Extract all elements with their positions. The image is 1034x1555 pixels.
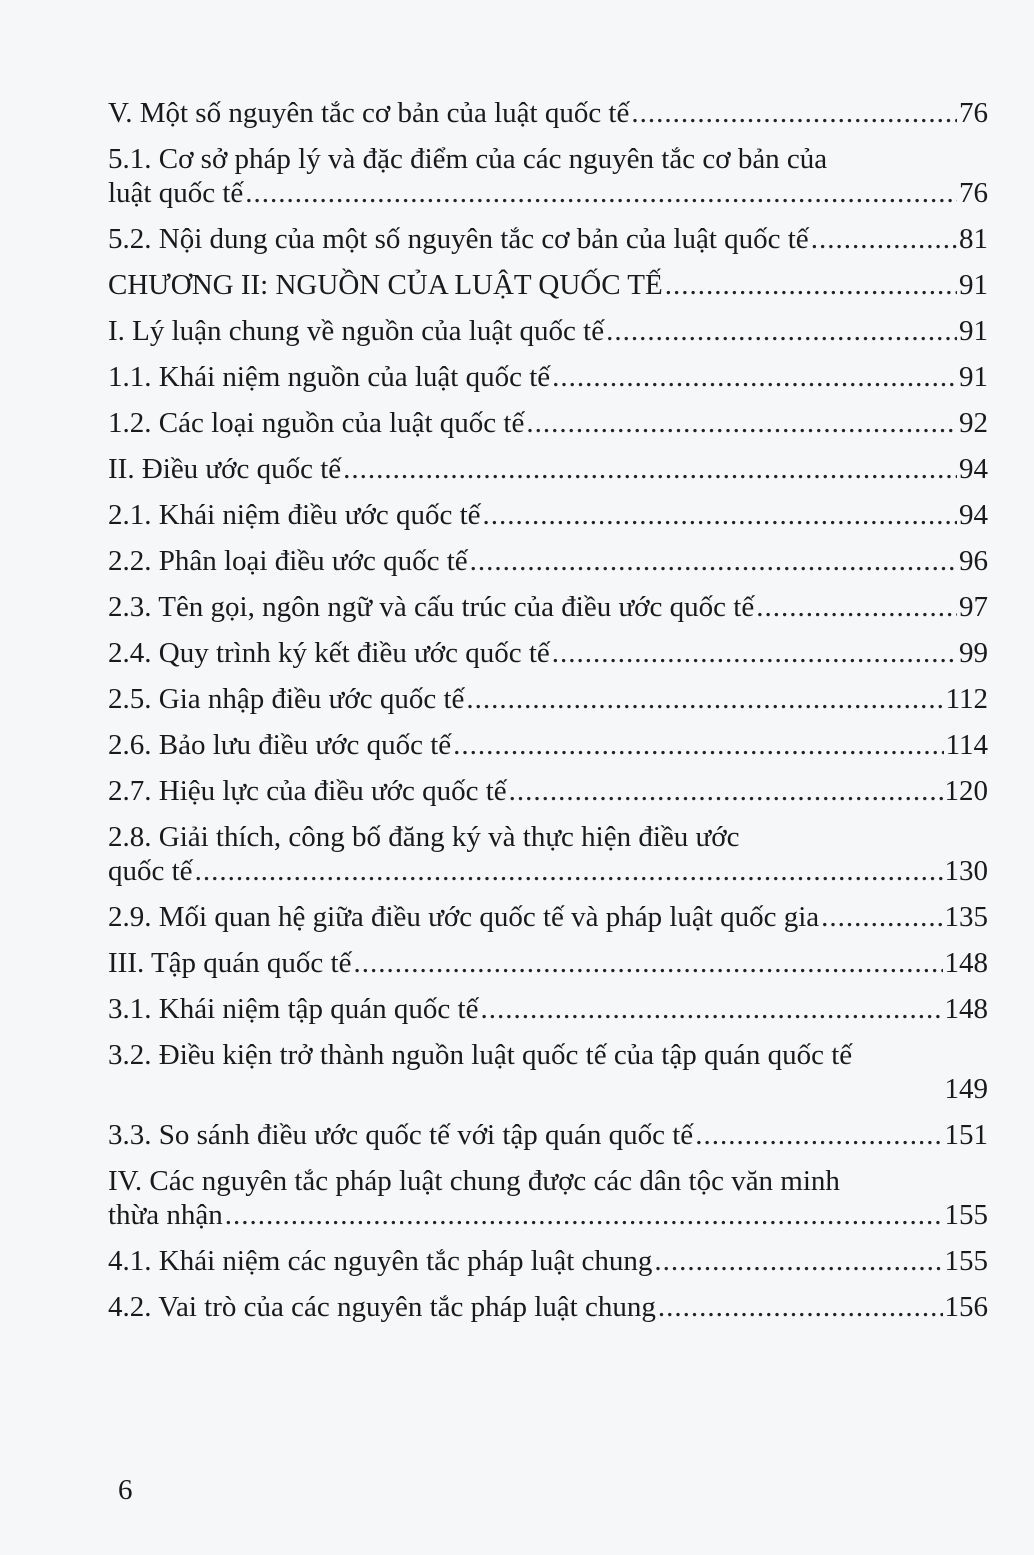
toc-entry-page: 76 <box>959 97 988 129</box>
toc-entry <box>108 682 988 716</box>
toc-entry <box>108 1118 988 1152</box>
toc-entry-page: 91 <box>959 269 988 301</box>
toc-entry <box>108 636 988 670</box>
toc-entry-title: CHƯƠNG II: NGUỒN CỦA LUẬT QUỐC TẾ <box>108 269 663 301</box>
toc-entry-title: 2.4. Quy trình ký kết điều ước quốc tế <box>108 637 550 669</box>
toc-entry <box>108 452 988 486</box>
toc-entry-title: 2.7. Hiệu lực của điều ước quốc tế <box>108 775 507 807</box>
toc-entry-title-cont: quốc tế <box>108 855 193 887</box>
toc-entry-title: 2.9. Mối quan hệ giữa điều ước quốc tế và pháp luật quốc gia <box>108 901 820 933</box>
toc-entry <box>108 774 988 808</box>
toc-entry-page: 155 <box>944 1199 988 1231</box>
toc-entry-page: 94 <box>959 499 988 531</box>
toc-entry-page: 99 <box>959 637 988 669</box>
toc-entry <box>108 96 988 130</box>
toc-entry-page: 97 <box>959 591 988 623</box>
toc-entry-title: I. Lý luận chung về nguồn của luật quốc tế <box>108 315 605 347</box>
toc-entry-title: 2.5. Gia nhập điều ước quốc tế <box>108 683 465 715</box>
toc-entry-title: 3.1. Khái niệm tập quán quốc tế <box>108 993 479 1025</box>
toc-entry <box>108 728 988 762</box>
toc-entry <box>108 406 988 440</box>
toc-entry-page: 114 <box>945 729 988 761</box>
toc-entry-title: 5.1. Cơ sở pháp lý và đặc điểm của các nguyên tắc cơ bản của <box>108 143 828 175</box>
toc-entry-page: 130 <box>944 855 988 887</box>
toc-entry-title: III. Tập quán quốc tế <box>108 947 352 979</box>
toc-entry <box>108 946 988 980</box>
toc-entry-title: 2.2. Phân loại điều ước quốc tế <box>108 545 468 577</box>
toc-entry <box>108 314 988 348</box>
toc-entry <box>108 820 988 888</box>
toc-entry-page: 92 <box>959 407 988 439</box>
toc-entry <box>108 360 988 394</box>
toc-entry-page: 120 <box>944 775 988 807</box>
toc-entry-page: 91 <box>959 315 988 347</box>
toc-entry-page: 148 <box>944 947 988 979</box>
toc-entry <box>108 1164 988 1232</box>
toc-entry <box>108 1244 988 1278</box>
toc-entry-page: 148 <box>944 993 988 1025</box>
toc-entry <box>108 900 988 934</box>
toc-entry-title: 1.1. Khái niệm nguồn của luật quốc tế <box>108 361 551 393</box>
toc-entry-page: 76 <box>959 177 988 209</box>
toc-entry-title: 2.1. Khái niệm điều ước quốc tế <box>108 499 481 531</box>
toc-entry-title: V. Một số nguyên tắc cơ bản của luật quốc tế <box>108 97 630 129</box>
toc-entry-title-cont: thừa nhận <box>108 1199 223 1231</box>
toc-entry-page: 81 <box>959 223 988 255</box>
toc-entry <box>108 268 988 302</box>
toc-entry-title: 1.2. Các loại nguồn của luật quốc tế <box>108 407 525 439</box>
toc-entry <box>108 222 988 256</box>
toc-entry-page: 151 <box>944 1119 988 1151</box>
toc-entry <box>108 992 988 1026</box>
toc-entry <box>108 544 988 578</box>
toc-entry-page: 91 <box>959 361 988 393</box>
toc-entry-page: 156 <box>944 1291 988 1323</box>
toc-entry-title: 4.2. Vai trò của các nguyên tắc pháp luật chung <box>108 1291 656 1323</box>
toc-entry-title: 2.8. Giải thích, công bố đăng ký và thực hiện điều ước <box>108 821 740 853</box>
toc-entry-title: II. Điều ước quốc tế <box>108 453 342 485</box>
toc-entry-title: IV. Các nguyên tắc pháp luật chung được các dân tộc văn minh <box>108 1165 840 1197</box>
toc-entry-title: 2.3. Tên gọi, ngôn ngữ và cấu trúc của điều ước quốc tế <box>108 591 755 623</box>
toc-entry <box>108 1290 988 1324</box>
toc-entry-page: 112 <box>945 683 988 715</box>
toc-entry-title: 3.2. Điều kiện trở thành nguồn luật quốc tế của tập quán quốc tế <box>108 1039 853 1071</box>
toc-entry-page: 155 <box>944 1245 988 1277</box>
table-of-contents <box>108 96 988 1336</box>
toc-entry-title: 5.2. Nội dung của một số nguyên tắc cơ bản của luật quốc tế <box>108 223 809 255</box>
toc-entry <box>108 590 988 624</box>
toc-entry-title: 3.3. So sánh điều ước quốc tế với tập quán quốc tế <box>108 1119 694 1151</box>
toc-entry-title: 4.1. Khái niệm các nguyên tắc pháp luật chung <box>108 1245 653 1277</box>
toc-entry-page: 96 <box>959 545 988 577</box>
toc-entry <box>108 1038 988 1106</box>
toc-entry <box>108 142 988 210</box>
toc-entry-title: 2.6. Bảo lưu điều ước quốc tế <box>108 729 452 761</box>
toc-entry-page: 135 <box>944 901 988 933</box>
toc-entry <box>108 498 988 532</box>
toc-entry-page: 94 <box>959 453 988 485</box>
page-number: 6 <box>118 1474 133 1506</box>
toc-entry-title-cont: luật quốc tế <box>108 177 244 209</box>
toc-entry-page: 149 <box>944 1073 988 1105</box>
